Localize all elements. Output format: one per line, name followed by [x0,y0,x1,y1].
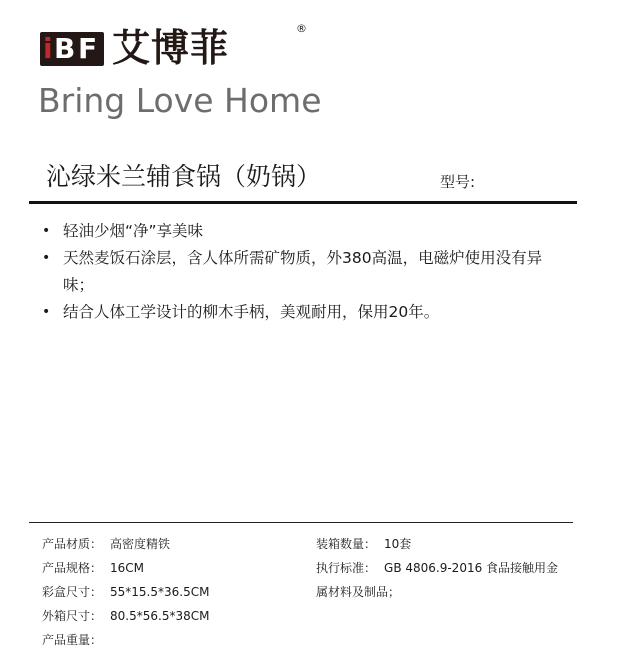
spec-value: 80.5*56.5*38CM [110,609,210,623]
spec-pack-qty [316,536,411,552]
spec-label: 装箱数量： [316,537,377,551]
bullet-icon: • [42,304,51,320]
bullet-icon: • [42,250,51,266]
brand-name: 艾博菲 [112,26,230,70]
spec-weight [42,632,110,648]
feature-text: 轻油少烟“净”享美味 [63,222,204,240]
spec-standard-continued: 属材料及制品； [316,585,401,599]
spec-label: 执行标准： [316,561,377,575]
title-divider [29,201,577,204]
spec-label: 产品重量： [42,633,103,647]
brand-mark-letter-f: F [78,32,98,65]
feature-list [40,218,570,326]
spec-box-size [42,584,209,600]
feature-item [40,218,570,245]
spec-value: 55*15.5*36.5CM [110,585,210,599]
specs-divider [29,522,573,523]
spec-label: 产品规格： [42,561,103,575]
brand-mark [40,32,104,66]
feature-text: 结合人体工学设计的柳木手柄，美观耐用，保用20年。 [63,303,440,321]
spec-value: GB 4806.9-2016 食品接触用金 [384,561,559,575]
spec-value: 10套 [384,537,412,551]
spec-label: 外箱尺寸： [42,609,103,623]
registered-mark: ® [296,22,307,35]
spec-value: 高密度精铁 [110,537,171,551]
spec-label: 产品材质： [42,537,103,551]
brand-mark-letter-b: B [54,32,76,65]
spec-outer-box-size [42,608,209,624]
feature-item [40,245,570,299]
spec-standard [316,560,558,576]
brand-slogan: Bring Love Home [38,81,322,120]
feature-item [40,299,570,326]
spec-material [42,536,170,552]
bullet-icon: • [42,223,51,239]
spec-size [42,560,144,576]
spec-value: 16CM [110,561,145,575]
spec-label: 彩盒尺寸： [42,585,103,599]
model-label: 型号: [440,173,476,191]
feature-text: 天然麦饭石涂层，含人体所需矿物质，外380高温，电磁炉使用没有异味； [63,249,543,294]
brand-mark-letter-i: i [43,32,53,65]
product-title: 沁绿米兰辅食锅（奶锅） [46,162,322,191]
